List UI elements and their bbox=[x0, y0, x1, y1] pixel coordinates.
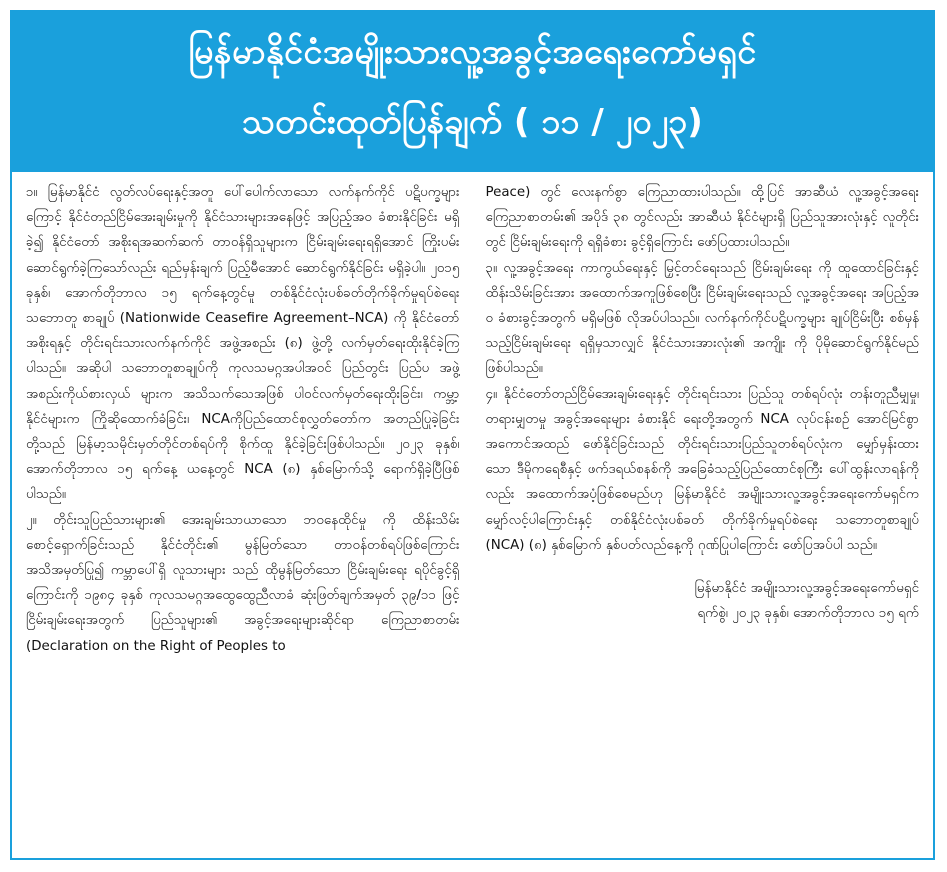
left-column bbox=[26, 180, 460, 850]
paragraph-1: ၁။ မြန်မာနိုင်ငံ လွတ်လပ်ရေးနှင့်အတူ ပေါ်ပေါက်လာသော လက်နက်ကိုင် ပဋိပက္ခများကြောင့် နိုင်ငံတည်ငြိမ်အေးချမ်းမှုကို နိုင်ငံသားများအနေဖြင့် အပြည့်အဝ ခံစားနိုင်ခြင်း မရှိခဲ့၍ နိုင်ငံတော် အစိုးရအဆက်ဆက် တာဝန်ရှိသူများက ငြိမ်းချမ်းရေးရရှိအောင် ကြိုးပမ်းဆောင်ရွက်ခဲ့ကြသော်လည်း ရည်မှန်းချက် ပြည့်မီအောင် ဆောင်ရွက်နိုင်ခြင်း မရှိခဲ့ပါ။ ၂၀၁၅ ခုနှစ်၊ အောက်တိုဘာလ ၁၅ ရက်နေ့တွင်မူ တစ်နိုင်ငံလုံးပစ်ခတ်တိုက်ခိုက်မှုရပ်စဲရေး သဘောတူ စာချုပ် (Nationwide Ceasefire Agreement–NCA) ကို နိုင်ငံတော် အစိုးရနှင့် တိုင်းရင်းသားလက်နက်ကိုင် အဖွဲ့အစည်း (၈) ဖွဲ့တို့ လက်မှတ်ရေးထိုးနိုင်ခဲ့ကြပါသည်။ အဆိုပါ သဘောတူစာချုပ်ကို ကုလသမဂ္ဂအပါအဝင် ပြည်တွင်း ပြည်ပ အဖွဲ့အစည်းကိုယ်စားလှယ် များက အသိသက်သေအဖြစ် ပါဝင်လက်မှတ်ရေးထိုးခြင်း၊ ကမ္ဘာ့ နိုင်ငံများက ကြိုဆိုထောက်ခံခြင်း၊ NCAကိုပြည်ထောင်စုလွှတ်တော်က အတည်ပြုခဲ့ခြင်းတို့သည် မြန်မာ့သမိုင်းမှတ်တိုင်တစ်ရပ်ကို စိုက်ထူ နိုင်ခဲ့ခြင်းဖြစ်ပါသည်။ ၂၀၂၃ ခုနှစ်၊ အောက်တိုဘာလ ၁၅ ရက်နေ့ ယနေ့တွင် NCA (၈) နှစ်မြောက်သို့ ရောက်ရှိခဲ့ပြီဖြစ်ပါသည်။ bbox=[26, 185, 460, 503]
signature-org: မြန်မာနိုင်ငံ အမျိုးသားလူ့အခွင့်အရေးကော်မရှင် bbox=[694, 581, 919, 597]
right-column bbox=[486, 180, 920, 850]
article-body bbox=[26, 180, 919, 850]
paragraph-3: ၃။ လူ့အခွင့်အရေး ကာကွယ်ရေးနှင့် မြှင့်တင်ရေးသည် ငြိမ်းချမ်းရေး ကို ထူထောင်ခြင်းနှင့် ထိန်းသိမ်းခြင်းအား အထောက်အကူဖြစ်စေပြီး ငြိမ်းချမ်းရေးသည် လူ့အခွင့်အရေး အပြည့်အဝ ခံစားခွင့်အတွက် မရှိမဖြစ် လိုအပ်ပါသည်။ လက်နက်ကိုင်ပဋိပက္ခများ ချုပ်ငြိမ်းပြီး စစ်မှန်သည့်ငြိမ်းချမ်းရေး ရရှိမှသာလျှင် နိုင်ငံသားအားလုံး၏ အကျိုး ကို ပိုမိုဆောင်ရွက်နိုင်မည် ဖြစ်ပါသည်။ bbox=[485, 260, 919, 377]
paragraph-4: ၄။ နိုင်ငံတော်တည်ငြိမ်အေးချမ်းရေးနှင့် တိုင်းရင်းသား ပြည်သူ တစ်ရပ်လုံး တန်းတူညီမျှမှု၊ တရားမျှတမှု အခွင့်အရေးများ ခံစားနိုင် ရေးတို့အတွက် NCA လုပ်ငန်းစဉ် အောင်မြင်စွာ အကောင်အထည် ဖော်နိုင်ခြင်းသည် တိုင်းရင်းသားပြည်သူတစ်ရပ်လုံးက မျှော်မှန်းထား သော ဒီမိုကရေစီနှင့် ဖက်ဒရယ်စနစ်ကို အခြေခံသည့်ပြည်ထောင်စုကြီး ပေါ်ထွန်းလာရန်ကိုလည်း အထောက်အပံ့ဖြစ်စေမည်ဟု မြန်မာနိုင်ငံ အမျိုးသားလူ့အခွင့်အရေးကော်မရှင်က မျှော်လင့်ပါကြောင်းနှင့် တစ်နိုင်ငံလုံးပစ်ခတ် တိုက်ခိုက်မှုရပ်စဲရေး သဘောတူစာချုပ် (NCA) (၈) နှစ်မြောက် နှစ်ပတ်လည်နေ့ကို ဂုဏ်ပြုပါကြောင်း ဖော်ပြအပ်ပါ သည်။ bbox=[485, 386, 919, 553]
paragraph-2: ၂။ တိုင်းသူပြည်သားများ၏ အေးချမ်းသာယာသော ဘဝနေထိုင်မှု ကို ထိန်းသိမ်းစောင့်ရှောက်ခြင်းသည် နိုင်ငံတိုင်း၏ မွန်မြတ်သော တာဝန်တစ်ရပ်ဖြစ်ကြောင်း အသိအမှတ်ပြု၍ ကမ္ဘာပေါ်ရှိ လူသားများ သည် ထိုမွန်မြတ်သော ငြိမ်းချမ်းရေး ရပိုင်ခွင့်ရှိကြောင်းကို ၁၉၈၄ ခုနှစ် ကုလသမဂ္ဂအထွေထွေညီလာခံ ဆုံးဖြတ်ချက်အမှတ် ၃၉/၁၁ ဖြင့် ငြိမ်းချမ်းရေးအတွက် ပြည်သူများ၏ အခွင့်အရေးများဆိုင်ရာ ကြေညာစာတမ်း (Declaration on the Right of Peoples to bbox=[26, 512, 460, 654]
paragraph-2-continued: Peace) တွင် လေးနက်စွာ ကြေညာထားပါသည်။ ထို့ပြင် အာဆီယံ လူ့အခွင့်အရေးကြေညာစာတမ်း၏ အပိုဒ် ၃၈ တွင်လည်း အာဆီယံ နိုင်ငံများရှိ ပြည်သူအားလုံးနှင့် လူတိုင်းတွင် ငြိမ်းချမ်းရေးကို ရရှိခံစား ခွင့်ရှိကြောင်း ဖော်ပြထားပါသည်။ bbox=[485, 185, 919, 251]
press-release-frame bbox=[10, 10, 935, 860]
signature-block bbox=[486, 576, 920, 626]
page-title: မြန်မာနိုင်ငံအမျိုးသားလူ့အခွင့်အရေးကော်မရှင် bbox=[188, 32, 757, 72]
title-banner bbox=[12, 12, 933, 172]
signature-date: ရက်စွဲ၊ ၂၀၂၃ ခုနှစ်၊ အောက်တိုဘာလ ၁၅ ရက် bbox=[697, 606, 919, 622]
page-subtitle: သတင်းထုတ်ပြန်ချက် ( ၁၁ / ၂၀၂၃) bbox=[242, 102, 703, 142]
